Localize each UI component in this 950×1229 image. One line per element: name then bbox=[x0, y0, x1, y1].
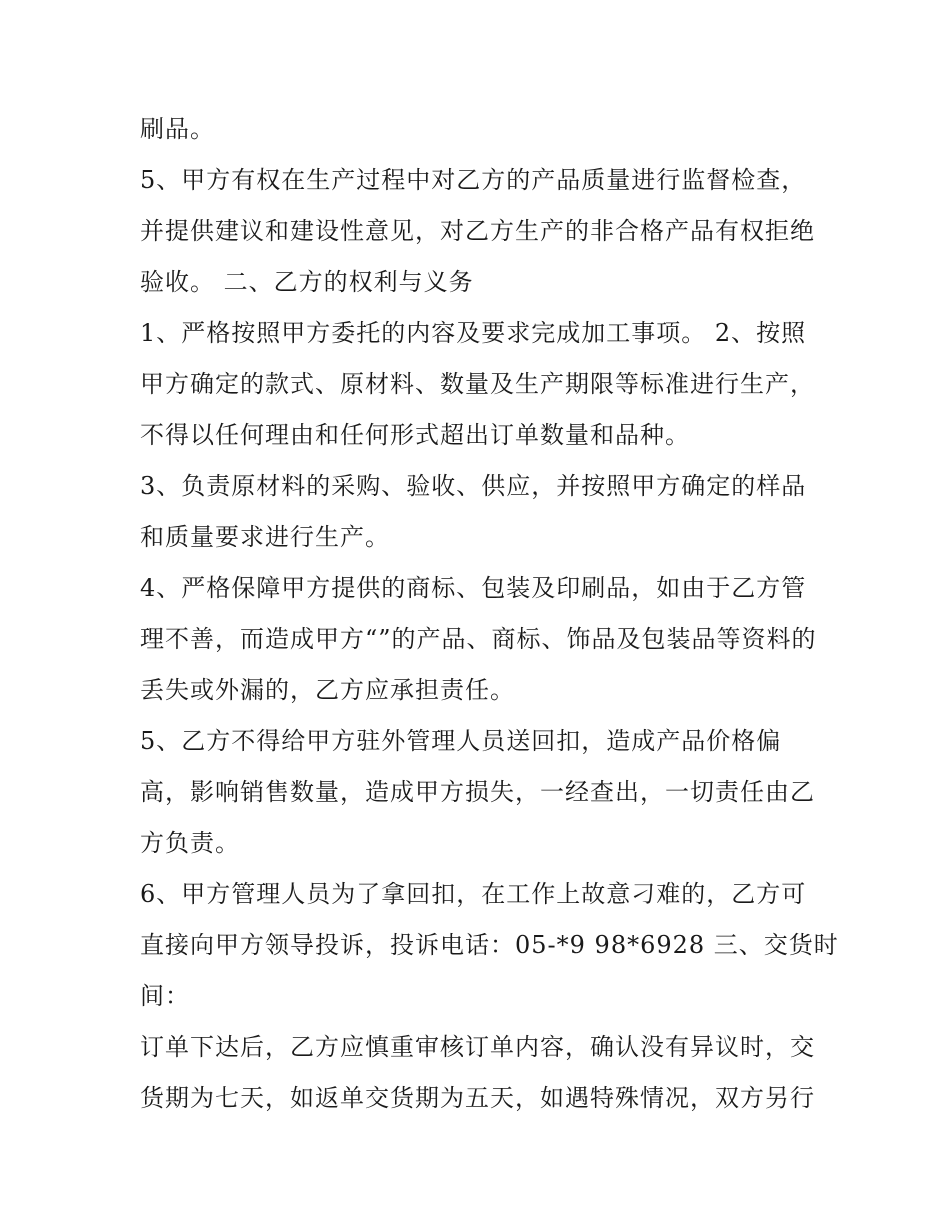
text-line: 方负责。 bbox=[140, 829, 240, 857]
text-line: 6、甲方管理人员为了拿回扣，在工作上故意刁难的，乙方可 bbox=[140, 880, 807, 908]
text-line: 验收。 二、乙方的权利与义务 bbox=[140, 268, 474, 296]
text-line: 直接向甲方领导投诉，投诉电话：05-*9 98*6928 三、交货时 bbox=[140, 931, 839, 959]
text-line: 5、乙方不得给甲方驻外管理人员送回扣，造成产品价格偏 bbox=[140, 727, 782, 755]
text-line: 不得以任何理由和任何形式超出订单数量和品种。 bbox=[140, 421, 690, 449]
text-line: 订单下达后，乙方应慎重审核订单内容，确认没有异议时，交 bbox=[140, 1033, 815, 1061]
text-line: 1、严格按照甲方委托的内容及要求完成加工事项。 2、按照 bbox=[140, 319, 807, 347]
text-line: 丢失或外漏的，乙方应承担责任。 bbox=[140, 676, 515, 704]
document-body bbox=[140, 107, 839, 1127]
text-line: 4、严格保障甲方提供的商标、包装及印刷品，如由于乙方管 bbox=[140, 574, 807, 602]
text-line: 并提供建议和建设性意见，对乙方生产的非合格产品有权拒绝 bbox=[140, 217, 815, 245]
text-line: 5、甲方有权在生产过程中对乙方的产品质量进行监督检查， bbox=[140, 166, 807, 194]
text-line: 甲方确定的款式、原材料、数量及生产期限等标准进行生产， bbox=[140, 370, 815, 398]
text-line: 高，影响销售数量，造成甲方损失，一经查出，一切责任由乙 bbox=[140, 778, 815, 806]
text-line: 理不善，而造成甲方“”的产品、商标、饰品及包装品等资料的 bbox=[140, 625, 817, 653]
text-line: 货期为七天，如返单交货期为五天，如遇特殊情况，双方另行 bbox=[140, 1084, 815, 1112]
text-line: 和质量要求进行生产。 bbox=[140, 523, 390, 551]
text-line: 刷品。 bbox=[140, 115, 215, 143]
text-line: 3、负责原材料的采购、验收、供应，并按照甲方确定的样品 bbox=[140, 472, 807, 500]
text-line: 间： bbox=[140, 982, 190, 1010]
